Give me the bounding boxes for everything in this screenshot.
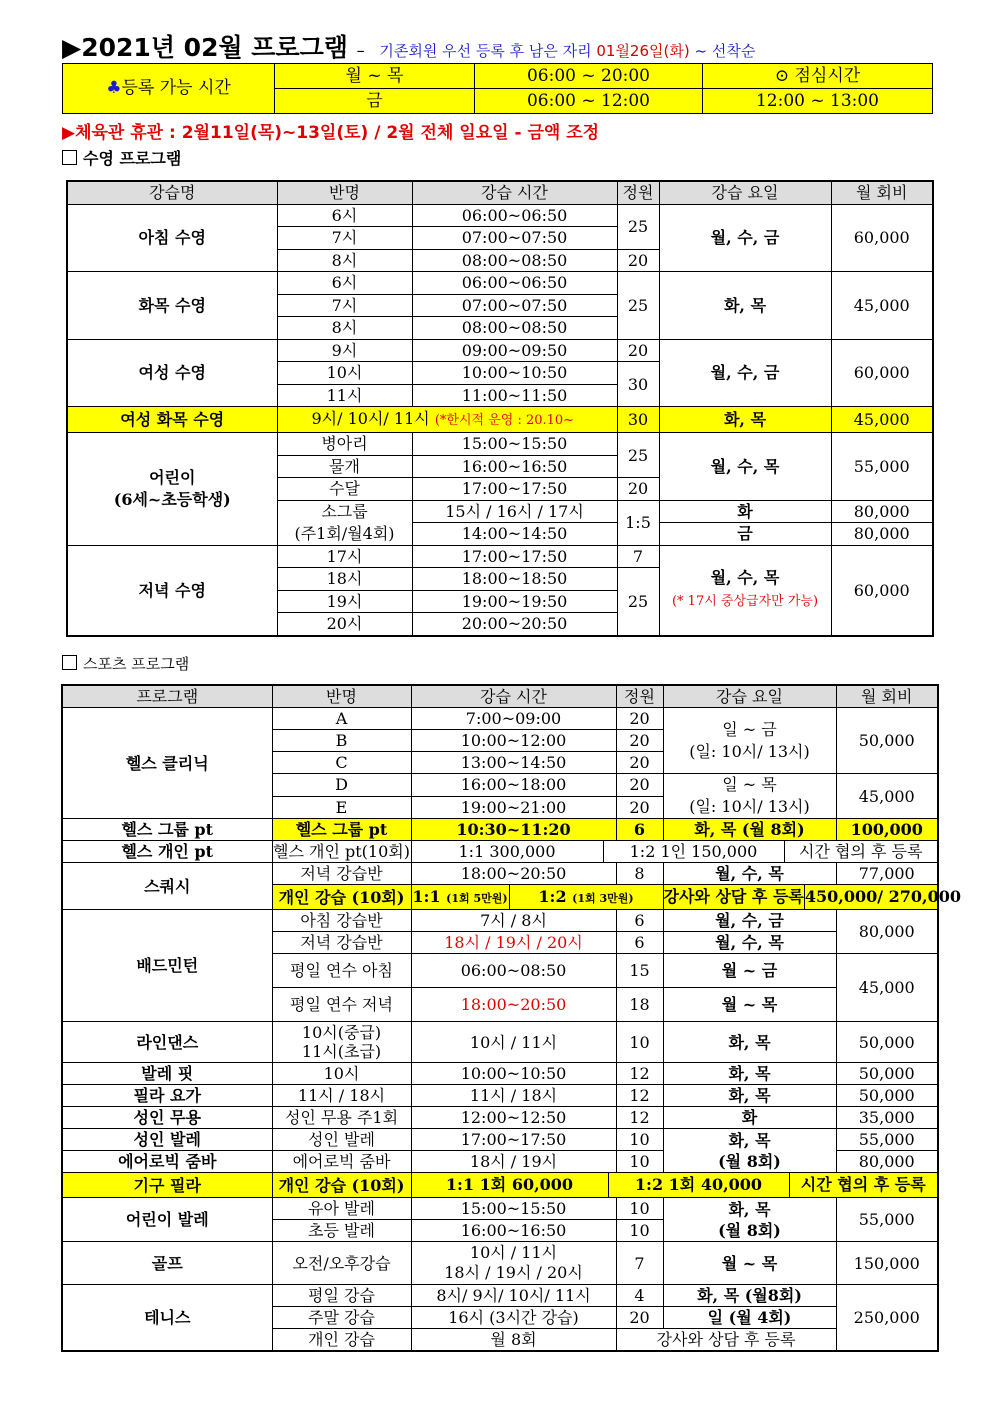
days <box>663 774 836 819</box>
pilates-options <box>411 1173 938 1198</box>
program-name: 필라 요가 <box>62 1085 272 1107</box>
capacity: 6 <box>616 910 663 932</box>
fee: 100,000 <box>836 819 938 841</box>
days-note: (* 17시 중상급자만 가능) <box>671 594 819 609</box>
days-note: (월 8회) <box>718 1220 781 1240</box>
option-note: 시간 협의 후 등록 <box>800 1175 926 1194</box>
capacity: 15 <box>616 954 663 988</box>
capacity: 4 <box>616 1285 663 1307</box>
checkbox-icon <box>62 150 77 165</box>
program-name: 테니스 <box>62 1285 272 1352</box>
fee: 45,000 <box>831 407 933 433</box>
capacity: 1:5 <box>617 500 659 545</box>
header-cell: 반명 <box>272 685 411 708</box>
class-time: 08:00~08:50 <box>412 317 617 340</box>
lunch-time: 12:00 ~ 13:00 <box>703 89 933 114</box>
registration-table <box>62 63 933 114</box>
days <box>659 545 831 636</box>
class-time: 19:00~21:00 <box>411 796 616 819</box>
days <box>663 708 836 774</box>
capacity: 6 <box>616 819 663 841</box>
days-note: (일: 10시/ 13시) <box>689 741 810 761</box>
swim-section-title <box>62 146 181 169</box>
class-name: 18시 <box>277 568 412 591</box>
group-name: 소그룹 <box>321 501 368 521</box>
class-name: 9시 <box>277 339 412 362</box>
squash-reg <box>663 885 962 910</box>
capacity: 10 <box>616 1198 663 1220</box>
class-name <box>272 1022 411 1063</box>
fee: 55,000 <box>836 1129 938 1151</box>
class-name: 병아리 <box>277 433 412 456</box>
class-name: 11시 / 18시 <box>272 1085 411 1107</box>
class-time: 09:00~09:50 <box>412 339 617 362</box>
program-name: 아침 수영 <box>67 204 277 272</box>
time-line-1: 10시 / 11시 <box>469 1243 558 1262</box>
reg-days-2: 금 <box>275 89 475 114</box>
fee: 450,000/ 270,000 <box>804 887 962 906</box>
title-subtitle <box>379 42 755 60</box>
program-name: 헬스 개인 pt <box>62 841 272 863</box>
capacity: 10 <box>616 1220 663 1242</box>
class-list: 9시/ 10시/ 11시 <box>311 409 430 428</box>
class-time: 16시 (3시간 강습) <box>411 1307 616 1329</box>
personal-options <box>411 841 938 863</box>
header-cell: 프로그램 <box>62 685 272 708</box>
header-cell: 반명 <box>277 181 412 204</box>
class-name: 에어로빅 줌바 <box>272 1151 411 1173</box>
class-name: E <box>272 796 411 819</box>
program-name: 성인 무용 <box>62 1107 272 1129</box>
squash-options <box>411 885 663 910</box>
capacity: 30 <box>617 407 659 433</box>
kids-age: (6세~초등학생) <box>113 489 231 509</box>
days: 월 ~ 목 <box>663 988 836 1022</box>
days: 화, 목 <box>663 1085 836 1107</box>
fee: 50,000 <box>836 708 938 774</box>
days: 월, 수, 목 <box>663 932 836 954</box>
reg-time-1: 06:00 ~ 20:00 <box>475 64 703 89</box>
capacity: 12 <box>616 1063 663 1085</box>
class-name: 성인 발레 <box>272 1129 411 1151</box>
fee: 35,000 <box>836 1107 938 1129</box>
class-name: 평일 강습 <box>272 1285 411 1307</box>
class-time: 18시 / 19시 <box>411 1151 616 1173</box>
class-time: 15:00~15:50 <box>411 1198 616 1220</box>
class-time: 12:00~12:50 <box>411 1107 616 1129</box>
capacity: 25 <box>617 204 659 249</box>
class-time: 11:00~11:50 <box>412 384 617 407</box>
class-time: 10:00~10:50 <box>411 1063 616 1085</box>
class-name: 평일 연수 아침 <box>272 954 411 988</box>
class-time: 18:00~18:50 <box>412 568 617 591</box>
swim-section-text: 수영 프로그램 <box>83 149 182 168</box>
days: 화, 목 <box>663 1022 836 1063</box>
closure-notice: ▶체육관 휴관 : 2월11일(목)~13일(토) / 2월 전체 일요일 - 금액 조정 <box>62 123 600 143</box>
capacity: 20 <box>616 774 663 797</box>
days-text: 일 ~ 목 <box>722 775 777 794</box>
arrow-icon: ▶ <box>62 33 82 62</box>
option-1: 1:1 300,000 <box>412 841 604 862</box>
capacity: 7 <box>617 545 659 568</box>
fee: 150,000 <box>836 1242 938 1285</box>
class-name: 19시 <box>277 590 412 613</box>
fee: 60,000 <box>831 204 933 272</box>
fee: 60,000 <box>831 339 933 407</box>
capacity: 20 <box>616 708 663 730</box>
class-name: 개인 강습 (10회) <box>272 885 411 910</box>
class-time: 10:30~11:20 <box>411 819 616 841</box>
capacity: 20 <box>616 730 663 752</box>
program-name: 저녁 수영 <box>67 545 277 636</box>
class-name: 오전/오후강습 <box>272 1242 411 1285</box>
subtitle-text: 기존회원 우선 등록 후 남은 자리 <box>379 42 592 60</box>
option-1 <box>412 885 510 909</box>
class-time: 11시 / 18시 <box>411 1085 616 1107</box>
class-name: 유아 발레 <box>272 1198 411 1220</box>
program-name: 헬스 그룹 pt <box>62 819 272 841</box>
days-text: 월, 수, 목 <box>710 568 780 587</box>
class-time: 16:00~16:50 <box>411 1220 616 1242</box>
class-time: 17:00~17:50 <box>411 1129 616 1151</box>
class-line-2: 11시(초급) <box>301 1042 382 1061</box>
fee: 50,000 <box>836 1085 938 1107</box>
tennis-note: 강사와 상담 후 등록 <box>616 1329 836 1352</box>
class-name: 7시 <box>277 227 412 250</box>
option-1-note: (1회 5만원) <box>446 892 508 905</box>
class-name: 6시 <box>277 272 412 295</box>
capacity: 30 <box>617 362 659 407</box>
reg-days-1: 월 ~ 목 <box>275 64 475 89</box>
club-icon: ♣ <box>106 78 122 98</box>
fee: 45,000 <box>831 272 933 340</box>
days: 월, 수, 목 <box>663 863 836 885</box>
class-time: 10:00~12:00 <box>411 730 616 752</box>
days: 화 <box>659 500 831 523</box>
class-time: 07:00~07:50 <box>412 227 617 250</box>
class-name: 개인 강습 <box>272 1329 411 1352</box>
class-name: A <box>272 708 411 730</box>
class-time: 10:00~10:50 <box>412 362 617 385</box>
days <box>663 1198 836 1242</box>
sports-section-text: 스포츠 프로그램 <box>83 655 190 673</box>
title-dash: – <box>356 41 365 60</box>
option-1-ratio: 1:1 <box>412 887 441 906</box>
class-time: 18:00~20:50 <box>411 988 616 1022</box>
days: 월 ~ 금 <box>663 954 836 988</box>
days: 월, 수, 목 <box>659 433 831 501</box>
header-cell: 정원 <box>617 181 659 204</box>
capacity: 20 <box>616 752 663 774</box>
class-time: 06:00~06:50 <box>412 204 617 227</box>
header-cell: 강습 시간 <box>412 181 617 204</box>
fee: 250,000 <box>836 1285 938 1352</box>
capacity: 20 <box>616 796 663 819</box>
days: 월, 수, 금 <box>659 204 831 272</box>
days: 금 <box>659 523 831 546</box>
days: 월, 수, 금 <box>663 910 836 932</box>
program-name: 여성 화목 수영 <box>67 407 277 433</box>
class-time: 15시 / 16시 / 17시 <box>412 500 617 523</box>
header-cell: 월 회비 <box>831 181 933 204</box>
days: 화, 목 (월 8회) <box>663 819 836 841</box>
class-time: 7시 / 8시 <box>411 910 616 932</box>
fee: 55,000 <box>836 1198 938 1242</box>
class-time: 19:00~19:50 <box>412 590 617 613</box>
class-name: 8시 <box>277 317 412 340</box>
program-name: 배드민턴 <box>62 910 272 1022</box>
class-name: 11시 <box>277 384 412 407</box>
class-name: 7시 <box>277 294 412 317</box>
capacity: 7 <box>616 1242 663 1285</box>
class-name: 평일 연수 저녁 <box>272 988 411 1022</box>
program-name: 화목 수영 <box>67 272 277 340</box>
capacity: 25 <box>617 433 659 478</box>
days-text: 화, 목 <box>728 1130 771 1150</box>
program-name: 어린이 발레 <box>62 1198 272 1242</box>
capacity: 25 <box>617 568 659 636</box>
kids-name: 어린이 <box>149 467 196 487</box>
class-time: 06:00~08:50 <box>411 954 616 988</box>
program-name: 에어로빅 줌바 <box>62 1151 272 1173</box>
class-name: C <box>272 752 411 774</box>
days: 강사와 상담 후 등록 <box>664 885 805 909</box>
program-name <box>67 433 277 546</box>
class-time: 16:00~16:50 <box>412 455 617 478</box>
class-time: 8시/ 9시/ 10시/ 11시 <box>411 1285 616 1307</box>
sun-icon: ⊙ <box>774 65 790 86</box>
option-2: 1:2 1인 150,000 <box>604 841 785 862</box>
class-name: 초등 발레 <box>272 1220 411 1242</box>
capacity: 10 <box>616 1129 663 1151</box>
lunch-label <box>703 64 933 89</box>
class-name: D <box>272 774 411 797</box>
days <box>663 1129 836 1173</box>
class-time: 7:00~09:00 <box>411 708 616 730</box>
days: 화, 목 <box>663 1063 836 1085</box>
class-time: 17:00~17:50 <box>412 478 617 501</box>
header-cell: 강습명 <box>67 181 277 204</box>
program-name: 헬스 클리닉 <box>62 708 272 819</box>
header-cell: 강습 요일 <box>659 181 831 204</box>
fee: 45,000 <box>836 954 938 1022</box>
fee: 80,000 <box>831 500 933 523</box>
days: 화 <box>663 1107 836 1129</box>
temporary-note: (*한시적 운영 : 20.10~ <box>434 413 575 428</box>
class-name: 수달 <box>277 478 412 501</box>
header-cell: 강습 시간 <box>411 685 616 708</box>
class-name: 6시 <box>277 204 412 227</box>
capacity: 10 <box>616 1151 663 1173</box>
class-time: 08:00~08:50 <box>412 249 617 272</box>
header-cell: 월 회비 <box>836 685 938 708</box>
class-time: 14:00~14:50 <box>412 523 617 546</box>
program-name: 라인댄스 <box>62 1022 272 1063</box>
class-name: 헬스 개인 pt(10회) <box>273 842 410 861</box>
days-note: (일: 10시/ 13시) <box>689 797 810 816</box>
class-time: 13:00~14:50 <box>411 752 616 774</box>
option-note: 시간 협의 후 등록 <box>799 842 923 861</box>
class-name: 헬스 그룹 pt <box>272 819 411 841</box>
option-2 <box>510 885 663 909</box>
capacity: 20 <box>617 249 659 272</box>
class-time: 15:00~15:50 <box>412 433 617 456</box>
registration-label <box>63 64 275 114</box>
fee: 45,000 <box>836 774 938 819</box>
class-time: 18시 / 19시 / 20시 <box>411 932 616 954</box>
capacity: 18 <box>616 988 663 1022</box>
class-time: 17:00~17:50 <box>412 545 617 568</box>
fee: 80,000 <box>831 523 933 546</box>
class-name: 10시 <box>277 362 412 385</box>
class-name: 10시 <box>272 1063 411 1085</box>
class-name: 저녁 강습반 <box>272 863 411 885</box>
program-name: 기구 필라 <box>62 1173 272 1198</box>
days-text: 화, 목 <box>728 1199 771 1219</box>
capacity: 6 <box>616 932 663 954</box>
title-text: 2021년 02월 프로그램 <box>81 33 348 62</box>
option-1: 1:1 1회 60,000 <box>412 1173 609 1197</box>
program-name: 발레 핏 <box>62 1063 272 1085</box>
days: 화, 목 <box>659 272 831 340</box>
days: 월 ~ 목 <box>663 1242 836 1285</box>
class-time: 07:00~07:50 <box>412 294 617 317</box>
program-name: 스쿼시 <box>62 863 272 910</box>
header-cell: 강습 요일 <box>663 685 836 708</box>
days: 일 (월 4회) <box>663 1307 836 1329</box>
program-name: 여성 수영 <box>67 339 277 407</box>
class-time: 06:00~06:50 <box>412 272 617 295</box>
class-name: 성인 무용 주1회 <box>272 1107 411 1129</box>
fee: 80,000 <box>836 910 938 954</box>
class-name: 아침 강습반 <box>272 910 411 932</box>
days: 화, 목 <box>659 407 831 433</box>
page-title <box>62 28 755 64</box>
class-time: 16:00~18:00 <box>411 774 616 797</box>
capacity: 12 <box>616 1107 663 1129</box>
class-time: 10시 / 11시 <box>411 1022 616 1063</box>
class-name: 저녁 강습반 <box>272 932 411 954</box>
fee: 50,000 <box>836 1063 938 1085</box>
days-note: (월 8회) <box>718 1151 781 1171</box>
fee: 55,000 <box>831 433 933 501</box>
class-time <box>411 1242 616 1285</box>
class-line-1: 10시(중급) <box>301 1023 382 1042</box>
fee: 60,000 <box>831 545 933 636</box>
days-text: 일 ~ 금 <box>722 719 777 739</box>
subtitle-end: ~ 선착순 <box>694 42 756 60</box>
program-name: 골프 <box>62 1242 272 1285</box>
class-name: 물개 <box>277 455 412 478</box>
class-name <box>277 407 617 433</box>
fee: 80,000 <box>836 1151 938 1173</box>
capacity: 10 <box>616 1022 663 1063</box>
capacity: 25 <box>617 272 659 340</box>
registration-label-text: 등록 가능 시간 <box>121 78 231 98</box>
checkbox-icon <box>62 655 77 670</box>
days: 화, 목 (월8회) <box>663 1285 836 1307</box>
sports-table <box>61 684 962 1352</box>
capacity: 20 <box>617 478 659 501</box>
capacity: 8 <box>616 863 663 885</box>
class-name: 개인 강습 (10회) <box>272 1173 411 1198</box>
lunch-label-text: 점심시간 <box>794 65 861 86</box>
fee: 77,000 <box>836 863 938 885</box>
sports-section-title <box>62 653 189 674</box>
class-time: 월 8회 <box>411 1329 616 1352</box>
class-name: 주말 강습 <box>272 1307 411 1329</box>
group-freq: (주1회/월4회) <box>294 523 395 543</box>
class-time: 18:00~20:50 <box>411 863 616 885</box>
capacity: 12 <box>616 1085 663 1107</box>
class-name: 17시 <box>277 545 412 568</box>
capacity: 20 <box>616 1307 663 1329</box>
reg-time-2: 06:00 ~ 12:00 <box>475 89 703 114</box>
class-name: 8시 <box>277 249 412 272</box>
capacity: 20 <box>617 339 659 362</box>
swim-table <box>66 180 934 637</box>
program-name: 성인 발레 <box>62 1129 272 1151</box>
days: 월, 수, 금 <box>659 339 831 407</box>
option-2-note: (1회 3만원) <box>572 892 634 905</box>
class-name: 20시 <box>277 613 412 636</box>
class-name <box>277 500 412 545</box>
option-2: 1:2 1회 40,000 <box>609 1173 790 1197</box>
fee: 50,000 <box>836 1022 938 1063</box>
header-cell: 정원 <box>616 685 663 708</box>
class-time: 20:00~20:50 <box>412 613 617 636</box>
subtitle-date: 01월26일(화) <box>596 42 690 60</box>
class-name: B <box>272 730 411 752</box>
time-line-2: 18시 / 19시 / 20시 <box>444 1263 583 1282</box>
option-2-ratio: 1:2 <box>538 887 567 906</box>
